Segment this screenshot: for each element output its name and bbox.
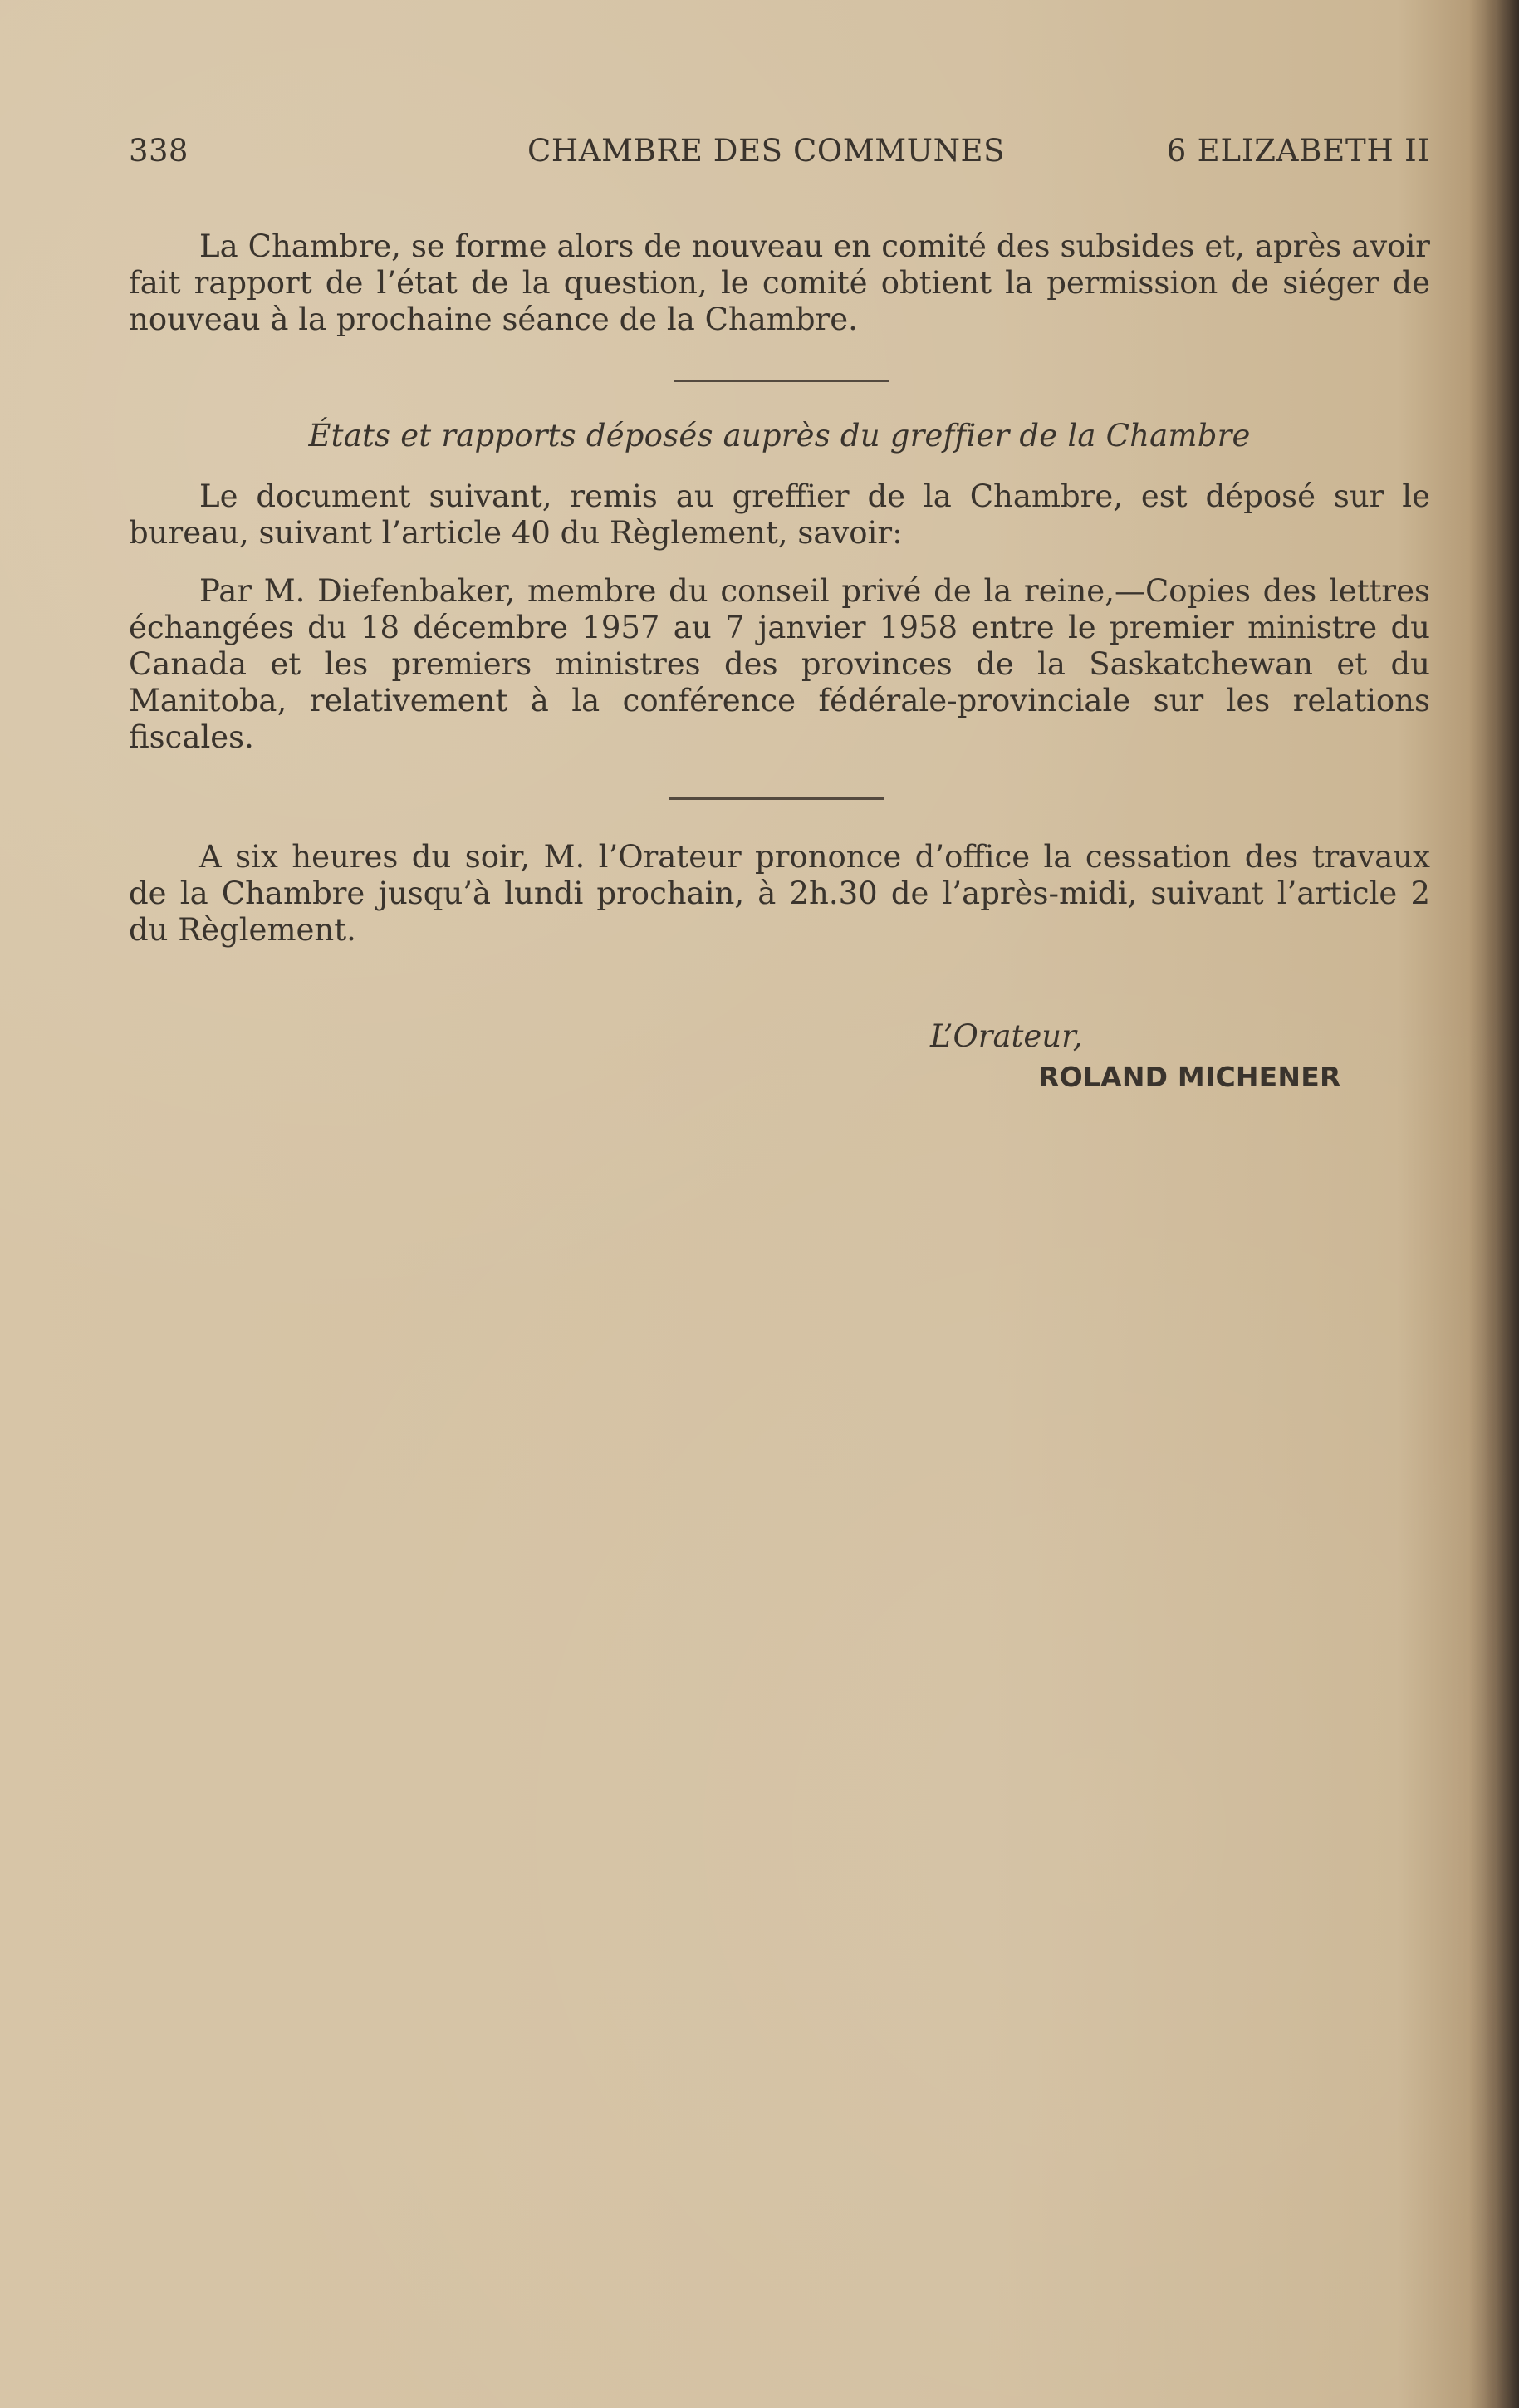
- book-spine-shadow: [1484, 0, 1519, 2408]
- section-title: États et rapports déposés auprès du greffier de la Chambre: [308, 418, 1251, 454]
- adjournment-paragraph: A six heures du soir, M. l’Orateur prononce d’office la cessation des travaux de la Chambre jusqu’à lundi prochain, à 2h.30 de l’après-midi, suivant l’article 2 du Règlement.: [129, 839, 1430, 948]
- section-divider: [669, 797, 884, 800]
- page-title: CHAMBRE DES COMMUNES: [527, 133, 1006, 169]
- page-header: [129, 133, 1430, 174]
- page-number: 338: [129, 133, 189, 169]
- signature-name: ROLAND MICHENER: [1038, 1061, 1341, 1093]
- regnal-year: 6 ELIZABETH II: [1166, 133, 1430, 169]
- committee-paragraph: La Chambre, se forme alors de nouveau en comité des subsides et, après avoir fait rapport de l’état de la question, le comité obtient la permission de siéger de nouveau à la prochaine séance de la Chambre.: [129, 228, 1430, 337]
- signature-block: [930, 1018, 1362, 1093]
- documents-detail-paragraph: Par M. Diefenbaker, membre du conseil privé de la reine,—Copies des lettres échangées du 18 décembre 1957 au 7 janvier 1958 entre le premier ministre du Canada et les premiers ministres des provinces de la Saskatchewan et du Manitoba, relativement à la conférence fédérale-provinciale sur les relations fiscales.: [129, 573, 1430, 755]
- section-divider: [674, 380, 889, 382]
- documents-intro-paragraph: Le document suivant, remis au greffier de la Chambre, est déposé sur le bureau, suivant l’article 40 du Règlement, savoir:: [129, 478, 1430, 551]
- signature-role: L’Orateur,: [930, 1018, 1083, 1054]
